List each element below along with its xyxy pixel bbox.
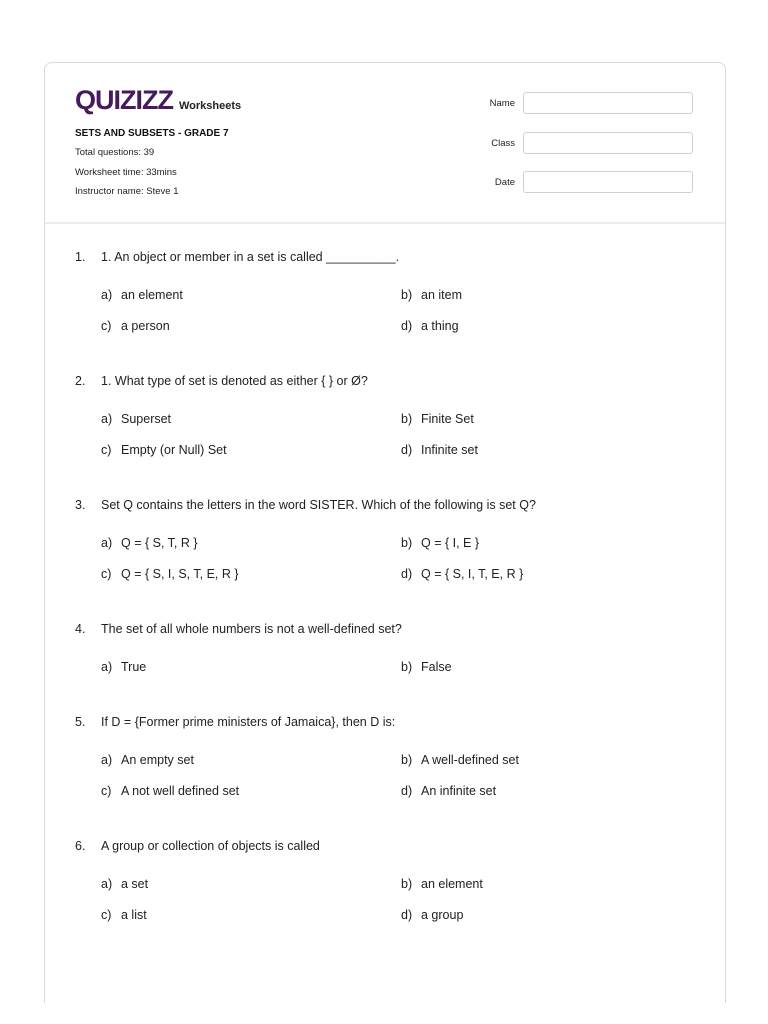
question-text: The set of all whole numbers is not a well-defined set? xyxy=(101,622,402,636)
option-d[interactable]: d) An infinite set xyxy=(401,784,497,798)
class-field[interactable] xyxy=(523,132,693,154)
option-b[interactable]: b) Finite Set xyxy=(401,412,474,426)
question-number: 6. xyxy=(75,839,86,853)
total-questions: Total questions: 39 xyxy=(75,147,155,158)
name-field[interactable] xyxy=(523,92,693,114)
option-b[interactable]: b) False xyxy=(401,660,452,674)
question-text: A group or collection of objects is called xyxy=(101,839,320,853)
option-b[interactable]: b) an item xyxy=(401,288,462,302)
question-number: 1. xyxy=(75,250,86,264)
brand-subtitle: Worksheets xyxy=(178,100,242,112)
quizizz-logo xyxy=(75,85,241,116)
option-d[interactable]: d) a thing xyxy=(401,319,459,333)
class-label: Class xyxy=(491,138,515,149)
brand-logo-text: QUIZIZZ xyxy=(75,85,173,115)
option-c[interactable]: c) A not well defined set xyxy=(101,784,240,798)
worksheet-time: Worksheet time: 33mins xyxy=(75,167,177,178)
question-text: 1. What type of set is denoted as either { } or Ø? xyxy=(101,374,368,388)
option-b[interactable]: b) Q = { I, E } xyxy=(401,536,480,550)
option-b[interactable]: b) an element xyxy=(401,877,483,891)
worksheet-page xyxy=(44,62,726,1003)
option-a[interactable]: a) Q = { S, T, R } xyxy=(101,536,198,550)
question-text: Set Q contains the letters in the word SISTER. Which of the following is set Q? xyxy=(101,498,536,512)
option-d[interactable]: d) Q = { S, I, T, E, R } xyxy=(401,567,524,581)
date-field[interactable] xyxy=(523,171,693,193)
option-a[interactable]: a) An empty set xyxy=(101,753,194,767)
option-a[interactable]: a) True xyxy=(101,660,147,674)
date-label: Date xyxy=(494,177,515,188)
name-label: Name xyxy=(489,98,515,109)
question-number: 2. xyxy=(75,374,86,388)
question-number: 3. xyxy=(75,498,86,512)
option-c[interactable]: c) Q = { S, I, S, T, E, R } xyxy=(101,567,239,581)
instructor-name: Instructor name: Steve 1 xyxy=(75,186,179,197)
question-text: 1. An object or member in a set is called __________. xyxy=(101,250,400,264)
worksheet-title: SETS AND SUBSETS - GRADE 7 xyxy=(75,128,229,139)
option-a[interactable]: a) Superset xyxy=(101,412,172,426)
question-number: 4. xyxy=(75,622,86,636)
option-c[interactable]: c) Empty (or Null) Set xyxy=(101,443,227,457)
option-b[interactable]: b) A well-defined set xyxy=(401,753,519,767)
worksheet-header xyxy=(45,63,725,224)
question-text: If D = {Former prime ministers of Jamaica}, then D is: xyxy=(101,715,396,729)
option-d[interactable]: d) a group xyxy=(401,908,464,922)
option-c[interactable]: c) a list xyxy=(101,908,147,922)
option-a[interactable]: a) a set xyxy=(101,877,149,891)
question-number: 5. xyxy=(75,715,86,729)
option-a[interactable]: a) an element xyxy=(101,288,183,302)
option-d[interactable]: d) Infinite set xyxy=(401,443,478,457)
option-c[interactable]: c) a person xyxy=(101,319,170,333)
